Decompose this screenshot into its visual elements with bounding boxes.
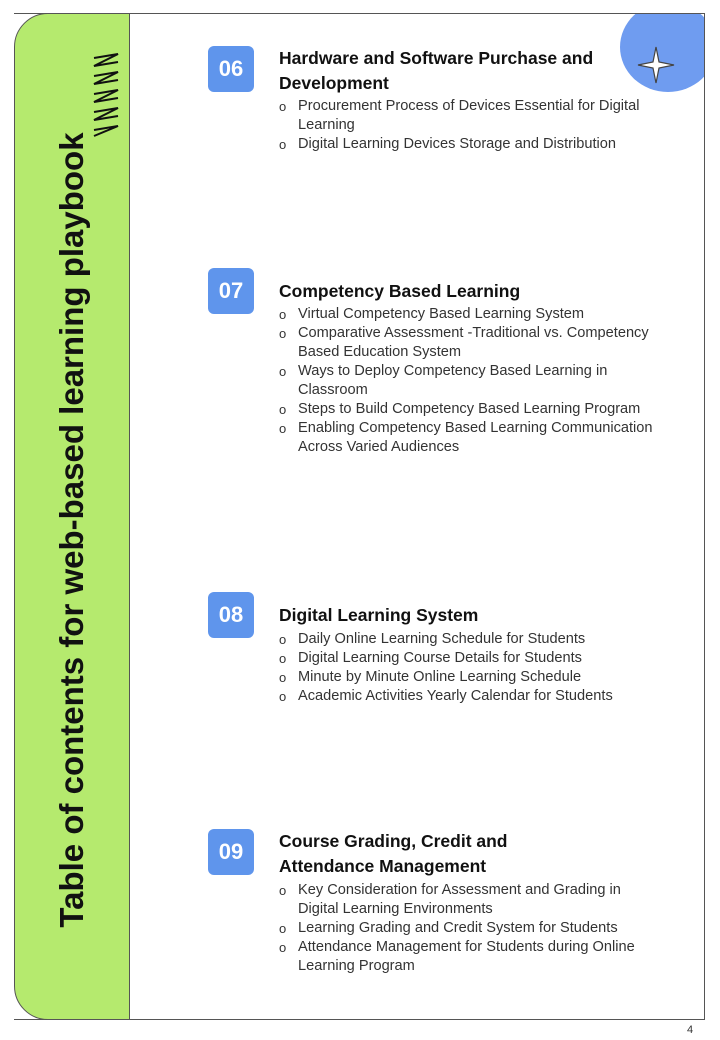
- list-item: o Academic Activities Yearly Calendar for Students: [279, 687, 664, 706]
- page-number: 4: [687, 1024, 694, 1036]
- list-item: o Learning Grading and Credit System for Students: [279, 919, 664, 938]
- section-number-badge: 08: [208, 592, 254, 638]
- list-item: o Steps to Build Competency Based Learning Program: [279, 400, 664, 419]
- section-number-badge: 07: [208, 268, 254, 314]
- section-items: [279, 630, 664, 706]
- section-items: [279, 305, 664, 457]
- list-item: o Enabling Competency Based Learning Communication Across Varied Audiences: [279, 419, 664, 457]
- page-title: Table of contents for web-based learning playbook: [53, 132, 90, 928]
- section-heading: Competency Based Learning: [279, 281, 521, 301]
- list-item: o Procurement Process of Devices Essential for Digital Learning: [279, 97, 664, 135]
- section-items: [279, 881, 664, 976]
- list-item: o Comparative Assessment -Traditional vs. Competency Based Education System: [279, 324, 664, 362]
- section-items: [279, 97, 664, 154]
- list-item: o Ways to Deploy Competency Based Learning in Classroom: [279, 362, 664, 400]
- list-item: o Daily Online Learning Schedule for Students: [279, 630, 664, 649]
- list-item: o Key Consideration for Assessment and Grading in Digital Learning Environments: [279, 881, 664, 919]
- list-item: o Attendance Management for Students during Online Learning Program: [279, 938, 664, 976]
- section-number-badge: 09: [208, 829, 254, 875]
- section-heading: Digital Learning System: [279, 605, 479, 625]
- list-item: o Virtual Competency Based Learning System: [279, 305, 664, 324]
- section-heading: Hardware and Software Purchase and Development: [279, 48, 594, 93]
- zigzag-icon: [92, 52, 122, 143]
- list-item: o Digital Learning Course Details for Students: [279, 649, 664, 668]
- section-heading: Course Grading, Credit and Attendance Management: [279, 831, 508, 876]
- section-number-badge: 06: [208, 46, 254, 92]
- sparkle-icon: [636, 45, 676, 90]
- list-item: o Digital Learning Devices Storage and Distribution: [279, 135, 664, 154]
- list-item: o Minute by Minute Online Learning Schedule: [279, 668, 664, 687]
